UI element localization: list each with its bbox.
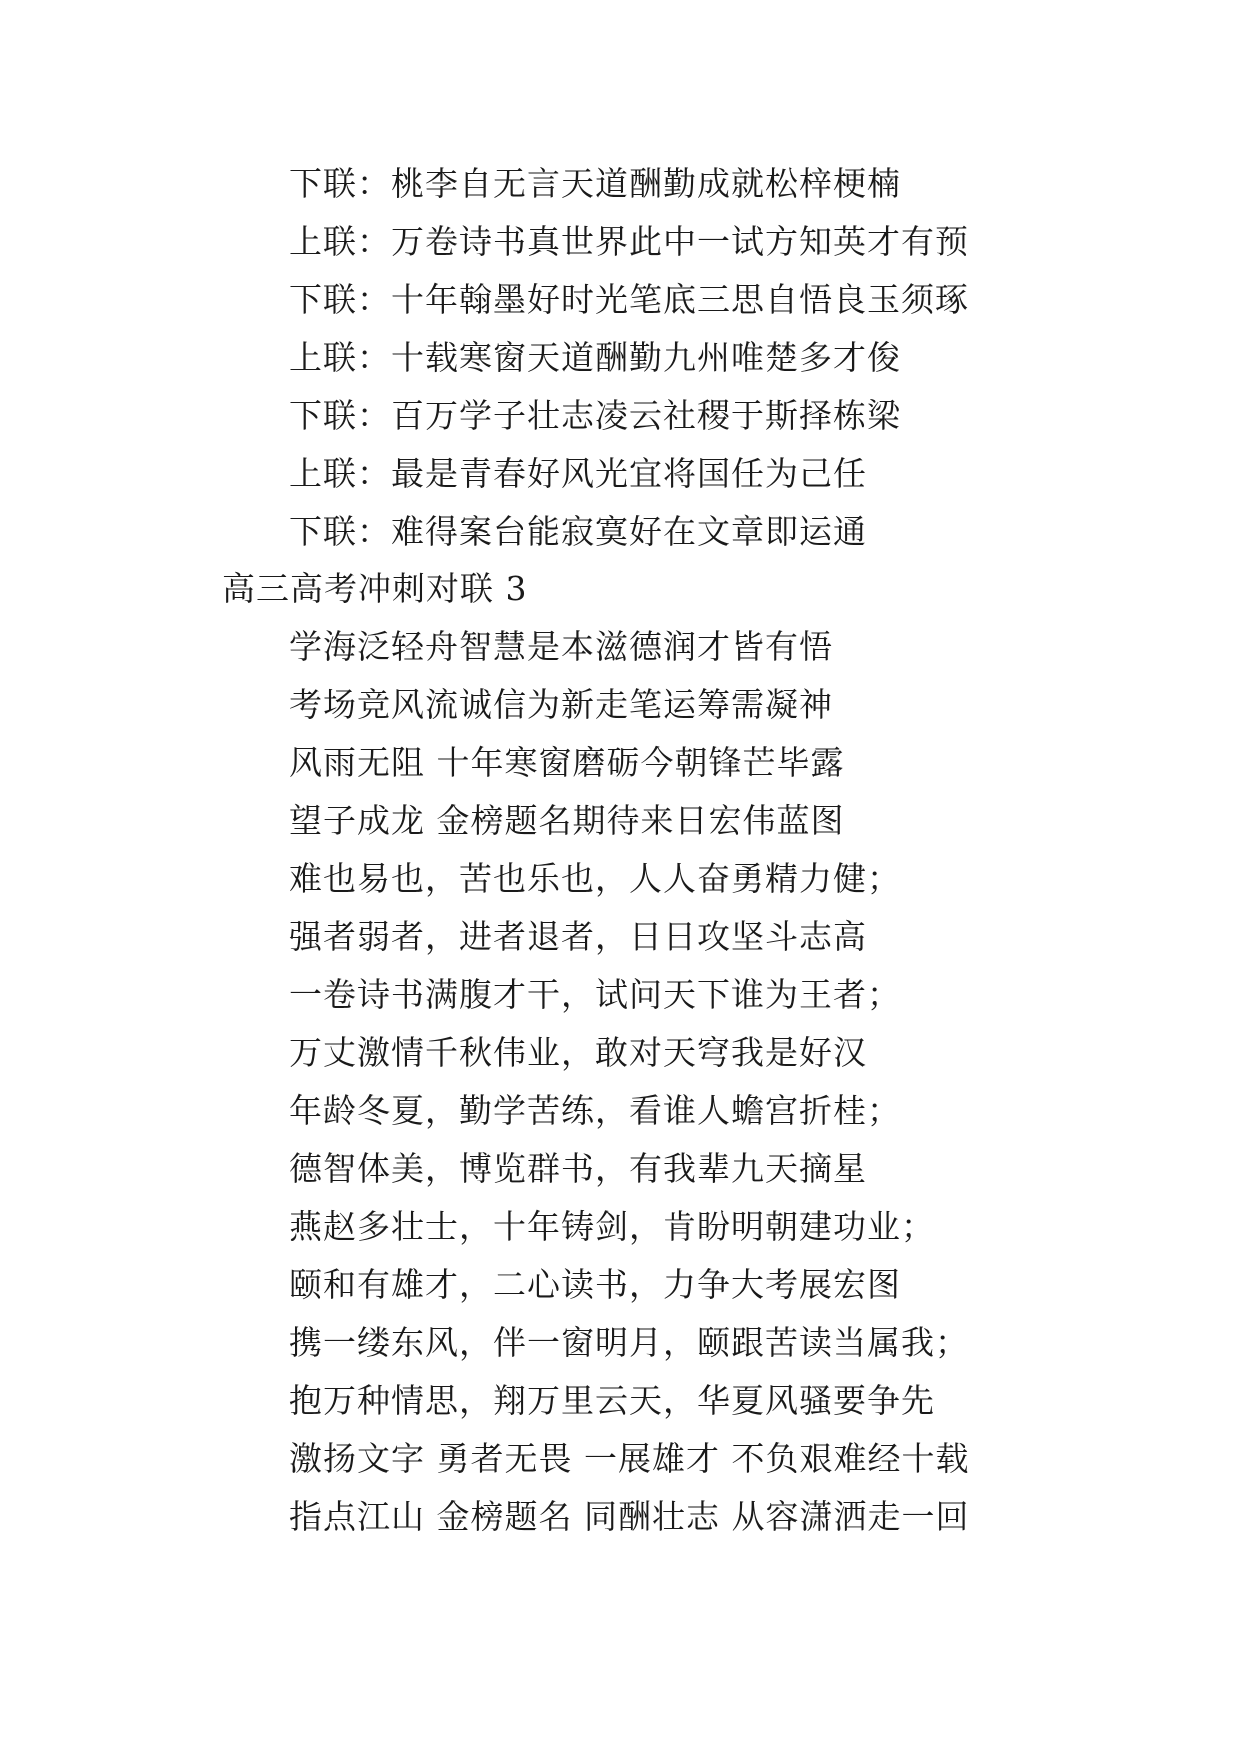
couplet-list-part1 bbox=[0, 155, 1241, 561]
couplet-line: 考场竞风流诚信为新走笔运筹需凝神 bbox=[289, 685, 833, 724]
couplet-line: 激扬文字 勇者无畏 一展雄才 不负艰难经十载 bbox=[289, 1439, 970, 1478]
couplet-line: 抱万种情思，翔万里云天，华夏风骚要争先 bbox=[289, 1381, 935, 1420]
couplet-line: 下联：难得案台能寂寞好在文章即运通 bbox=[289, 512, 867, 551]
couplet-line: 上联：最是青春好风光宜将国任为己任 bbox=[289, 454, 867, 493]
couplet-line: 颐和有雄才，二心读书，力争大考展宏图 bbox=[289, 1265, 901, 1304]
couplet-line: 学海泛轻舟智慧是本滋德润才皆有悟 bbox=[289, 627, 833, 666]
couplet-line: 携一缕东风，伴一窗明月，颐跟苦读当属我； bbox=[289, 1323, 969, 1362]
couplet-line: 燕赵多壮士，十年铸剑，肯盼明朝建功业； bbox=[289, 1207, 935, 1246]
couplet-line: 指点江山 金榜题名 同酬壮志 从容潇洒走一回 bbox=[289, 1497, 970, 1536]
couplet-line: 上联：十载寒窗天道酬勤九州唯楚多才俊 bbox=[289, 338, 901, 377]
couplet-line: 下联：十年翰墨好时光笔底三思自悟良玉须琢 bbox=[289, 280, 969, 319]
couplet-line: 强者弱者，进者退者，日日攻坚斗志高 bbox=[289, 917, 867, 956]
couplet-line: 年龄冬夏，勤学苦练，看谁人蟾宫折桂； bbox=[289, 1091, 901, 1130]
couplet-line: 上联：万卷诗书真世界此中一试方知英才有预 bbox=[289, 222, 969, 261]
couplet-line: 望子成龙 金榜题名期待来日宏伟蓝图 bbox=[289, 801, 845, 840]
couplet-line: 万丈激情千秋伟业，敢对天穹我是好汉 bbox=[289, 1033, 867, 1072]
section-heading: 高三高考冲刺对联 3 bbox=[222, 569, 528, 608]
couplet-line: 下联：百万学子壮志凌云社稷于斯择栋梁 bbox=[289, 396, 901, 435]
couplet-line: 风雨无阻 十年寒窗磨砺今朝锋芒毕露 bbox=[289, 743, 845, 782]
couplet-line: 下联：桃李自无言天道酬勤成就松梓梗楠 bbox=[289, 164, 901, 203]
couplet-list-part2 bbox=[0, 618, 1241, 1546]
couplet-line: 一卷诗书满腹才干，试问天下谁为王者； bbox=[289, 975, 901, 1014]
couplet-line: 德智体美，博览群书，有我辈九天摘星 bbox=[289, 1149, 867, 1188]
couplet-line: 难也易也，苦也乐也，人人奋勇精力健； bbox=[289, 859, 901, 898]
